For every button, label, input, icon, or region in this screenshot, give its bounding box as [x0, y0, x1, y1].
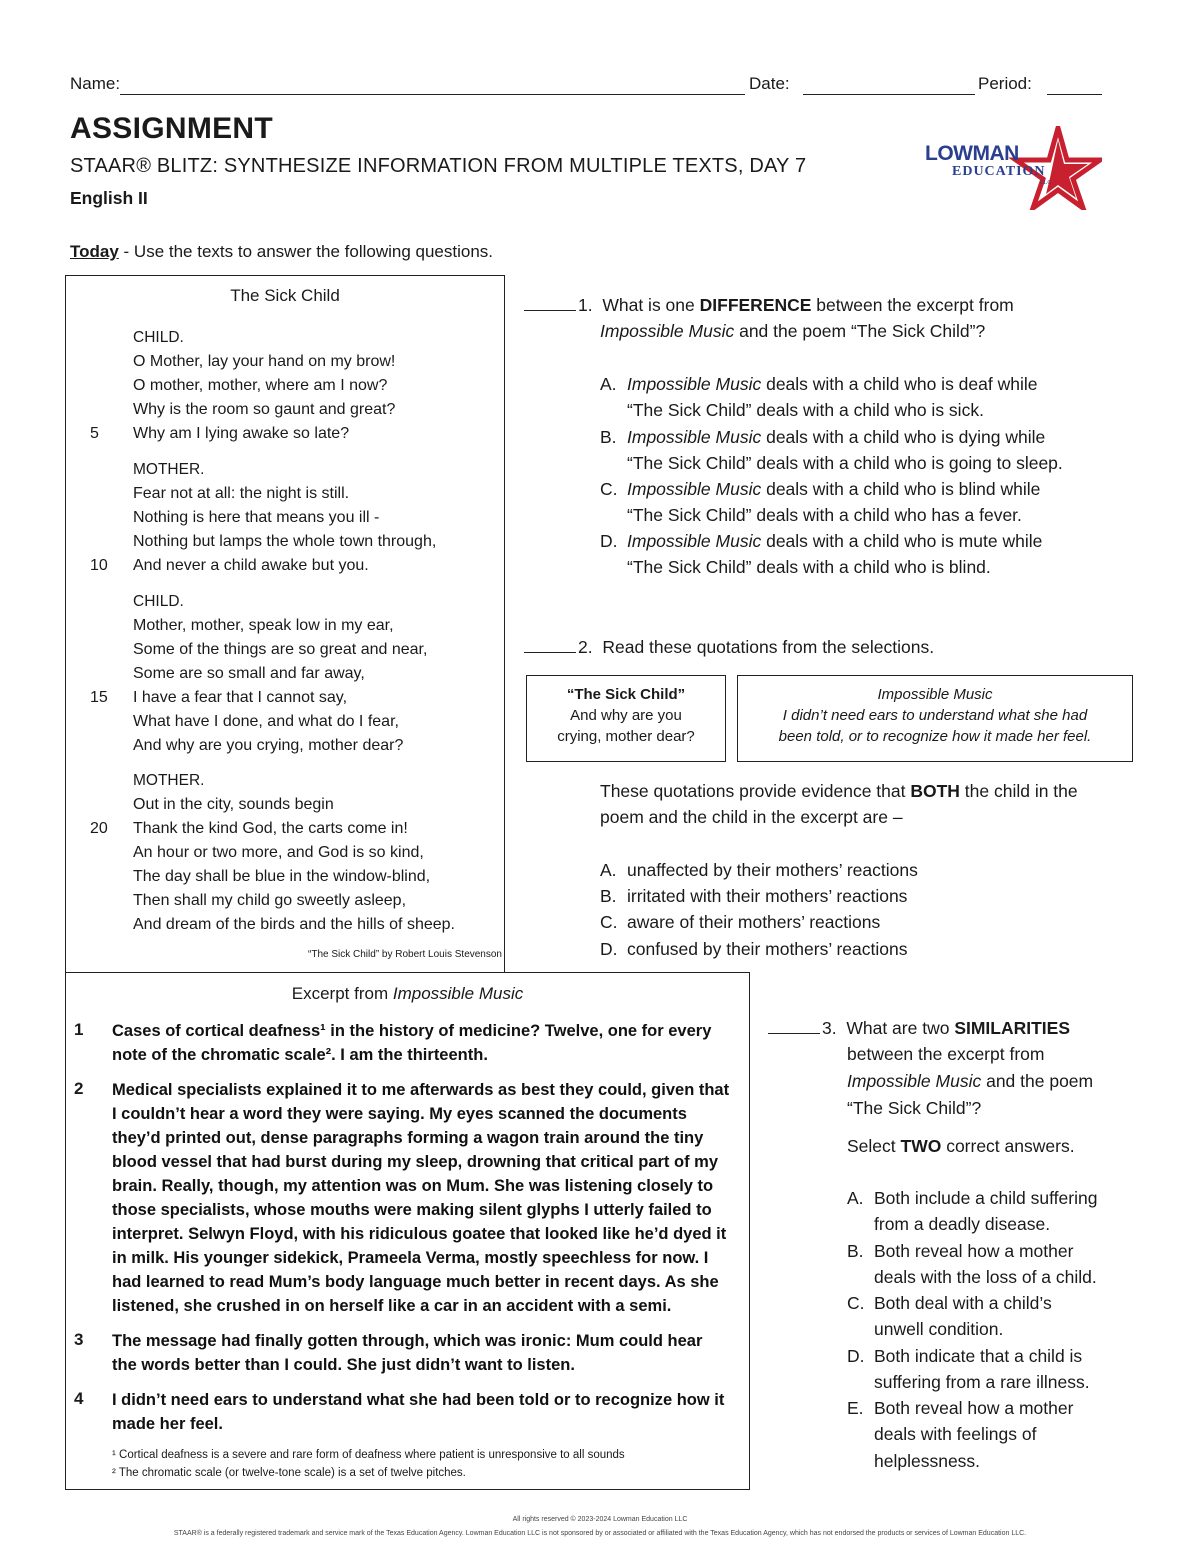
- option-line: Both reveal how a mother: [874, 1398, 1074, 1418]
- option-text: aware of their mothers’ reactions: [627, 912, 881, 932]
- select-keyword: TWO: [900, 1136, 942, 1156]
- poem-title: The Sick Child: [230, 286, 340, 305]
- question-stem: and the poem “The Sick Child”?: [734, 321, 986, 341]
- poem-line: I have a fear that I cannot say,: [133, 689, 348, 706]
- quote-line: been told, or to recognize how it made her feel.: [778, 728, 1092, 745]
- excerpt-line: brain. Really, though, my attention was on Mum. She was listening closely to: [112, 1177, 714, 1195]
- excerpt-line: made her feel.: [112, 1415, 223, 1433]
- option-letter: E.: [847, 1398, 864, 1418]
- poem-line: Some of the things are so great and near,: [133, 641, 428, 658]
- quote-box-impossible-music: [737, 675, 1133, 762]
- poem-line: Some are so small and far away,: [133, 665, 365, 682]
- q1-option-b[interactable]: [600, 424, 1160, 476]
- option-book: Impossible Music: [627, 479, 762, 499]
- excerpt-line: note of the chromatic scale². I am the thirteenth.: [112, 1046, 488, 1064]
- option-book: Impossible Music: [627, 427, 762, 447]
- q1-option-c[interactable]: [600, 476, 1160, 528]
- question-keyword: SIMILARITIES: [954, 1018, 1071, 1038]
- excerpt-line: The message had finally gotten through, which was ironic: Mum could hear: [112, 1332, 703, 1350]
- paragraph-number: 3: [74, 1330, 84, 1349]
- excerpt-line: had learned to read Mum’s body language much better in recent days. As she: [112, 1273, 719, 1291]
- course-name: English II: [70, 188, 148, 208]
- quote-line: crying, mother dear?: [557, 728, 695, 745]
- poem-line: Out in the city, sounds begin: [133, 796, 334, 813]
- question-stem: Read these quotations from the selections.: [602, 637, 935, 657]
- paragraph-number: 2: [74, 1079, 84, 1098]
- question-keyword: DIFFERENCE: [699, 295, 812, 315]
- footnote: ² The chromatic scale (or twelve-tone scale) is a set of twelve pitches.: [112, 1467, 466, 1479]
- option-letter: A.: [600, 374, 617, 394]
- option-line: [627, 528, 1042, 554]
- poem-line: CHILD.: [133, 593, 184, 610]
- line-number: 10: [90, 557, 108, 574]
- quote-line: I didn’t need ears to understand what she had: [782, 707, 1088, 724]
- logo-text-llc: LLC: [1040, 180, 1052, 186]
- option-letter: C.: [847, 1293, 865, 1313]
- option-book: Impossible Music: [627, 531, 762, 551]
- excerpt-line: blood vessel that had burst during my sleep, drowning that critical part of my: [112, 1153, 719, 1171]
- period-label: Period:: [978, 74, 1032, 93]
- option-text: irritated with their mothers’ reactions: [627, 886, 908, 906]
- option-text: confused by their mothers’ reactions: [627, 939, 908, 959]
- option-line: Both indicate that a child is: [874, 1346, 1083, 1366]
- poem-line: O Mother, lay your hand on my brow!: [133, 353, 396, 370]
- question-3: [768, 1015, 1168, 1156]
- option-line: Both include a child suffering: [874, 1188, 1098, 1208]
- poem-line: MOTHER.: [133, 772, 205, 789]
- option-letter: D.: [600, 939, 618, 959]
- poem-line: O mother, mother, where am I now?: [133, 377, 388, 394]
- poem-line: Nothing is here that means you ill -: [133, 509, 380, 526]
- quote-line: And why are you: [570, 707, 682, 724]
- poem-line: Nothing but lamps the whole town through,: [133, 533, 437, 550]
- line-number: 15: [90, 689, 108, 706]
- poem-line: CHILD.: [133, 329, 184, 346]
- poem-line: Then shall my child go sweetly asleep,: [133, 892, 407, 909]
- option-line: [627, 371, 1037, 397]
- option-letter: A.: [600, 860, 617, 880]
- poem-line: Why am I lying awake so late?: [133, 425, 350, 442]
- select-text: correct answers.: [941, 1136, 1075, 1156]
- excerpt-title: [66, 984, 749, 1004]
- prompt-text: poem and the child in the excerpt are –: [600, 807, 903, 827]
- question-stem: between the excerpt from: [847, 1044, 1045, 1064]
- poem-line: Mother, mother, speak low in my ear,: [133, 617, 394, 634]
- question-2: [524, 634, 1164, 660]
- excerpt-paragraph: [112, 1078, 742, 1318]
- option-line: “The Sick Child” deals with a child who has a fever.: [627, 505, 1022, 525]
- name-field[interactable]: [120, 94, 745, 95]
- option-line: [627, 424, 1045, 450]
- answer-blank[interactable]: [524, 293, 576, 311]
- option-letter: A.: [847, 1188, 864, 1208]
- assignment-subtitle: STAAR® BLITZ: SYNTHESIZE INFORMATION FROM MULTIPLE TEXTS, DAY 7: [70, 155, 807, 177]
- excerpt-line: I couldn’t hear a word they were saying. My eyes scanned the documents: [112, 1105, 687, 1123]
- prompt-text: These quotations provide evidence that: [600, 781, 911, 801]
- q3-option-d[interactable]: [847, 1343, 1167, 1395]
- question-book-title: Impossible Music: [600, 321, 735, 341]
- poem-line: The day shall be blue in the window-blind,: [133, 868, 431, 885]
- footnote: ¹ Cortical deafness is a severe and rare form of deafness where patient is unresponsive to all sounds: [112, 1449, 625, 1461]
- option-line: unwell condition.: [874, 1319, 1004, 1339]
- excerpt-line: they’d printed out, dense paragraphs forming a wagon train around the tiny: [112, 1129, 704, 1147]
- option-line: deals with feelings of: [874, 1424, 1037, 1444]
- option-text: deals with a child who is blind while: [761, 479, 1041, 499]
- poem-line: MOTHER.: [133, 461, 205, 478]
- quote-title: “The Sick Child”: [566, 686, 686, 703]
- name-label: Name:: [70, 74, 121, 93]
- option-letter: C.: [600, 912, 618, 932]
- q3-option-b[interactable]: [847, 1238, 1167, 1290]
- option-letter: B.: [600, 886, 617, 906]
- option-text: deals with a child who is deaf while: [761, 374, 1038, 394]
- copyright-footer: All rights reserved © 2023-2024 Lowman Education LLC: [512, 1516, 688, 1523]
- q2-option-c[interactable]: [600, 909, 1160, 935]
- question-number: 2.: [578, 637, 593, 657]
- option-text: unaffected by their mothers’ reactions: [627, 860, 918, 880]
- excerpt-title-book: Impossible Music: [392, 984, 524, 1003]
- excerpt-box: [65, 972, 750, 1490]
- question-stem: between the excerpt from: [811, 295, 1014, 315]
- today-label: Today: [70, 242, 119, 261]
- logo-text-education: EDUCATION: [952, 164, 1046, 179]
- excerpt-line: those specialists, whose mouths were making silent glyphs I utterly failed to: [112, 1201, 712, 1219]
- prompt-text: the child in the: [959, 781, 1078, 801]
- q1-option-a[interactable]: [600, 371, 1160, 423]
- line-number: 5: [90, 425, 99, 442]
- q2-option-a[interactable]: [600, 857, 1160, 883]
- excerpt-title-prefix: Excerpt from: [291, 984, 393, 1003]
- date-label: Date:: [749, 74, 790, 93]
- q2-option-d[interactable]: [600, 936, 1160, 962]
- poem-line: And never a child awake but you.: [133, 557, 369, 574]
- question-stem: What are two: [846, 1018, 955, 1038]
- line-number: 20: [90, 820, 108, 837]
- question-stem: and the poem: [981, 1071, 1094, 1091]
- excerpt-line: in milk. His younger sidekick, Prameela Verma, mostly speechless for now. I: [112, 1249, 709, 1267]
- poem-credit: “The Sick Child” by Robert Louis Stevenson: [308, 949, 502, 960]
- option-line: “The Sick Child” deals with a child who is sick.: [627, 400, 984, 420]
- option-line: from a deadly disease.: [874, 1214, 1051, 1234]
- poem-box: [65, 275, 505, 973]
- q3-option-c[interactable]: [847, 1290, 1167, 1342]
- quote-title: Impossible Music: [877, 686, 993, 703]
- option-letter: B.: [847, 1241, 864, 1261]
- q3-option-e[interactable]: [847, 1395, 1167, 1473]
- option-line: helplessness.: [874, 1451, 981, 1471]
- excerpt-line: I didn’t need ears to understand what she had been told or to recognize how it: [112, 1391, 725, 1409]
- q1-option-d[interactable]: [600, 528, 1160, 580]
- excerpt-line: Medical specialists explained it to me afterwards as best they could, given that: [112, 1081, 730, 1099]
- date-field[interactable]: [803, 94, 975, 95]
- answer-blank[interactable]: [524, 635, 576, 653]
- poem-line: Why is the room so gaunt and great?: [133, 401, 396, 418]
- question-stem: What is one: [602, 295, 700, 315]
- poem-line: Thank the kind God, the carts come in!: [133, 820, 408, 837]
- excerpt-paragraph: [112, 1388, 742, 1436]
- option-book: Impossible Music: [627, 374, 762, 394]
- q2-option-b[interactable]: [600, 883, 1160, 909]
- poem-line: What have I done, and what do I fear,: [133, 713, 399, 730]
- question-number: 1.: [578, 295, 593, 315]
- instructions-text: - Use the texts to answer the following questions.: [118, 242, 494, 261]
- poem-line: And why are you crying, mother dear?: [133, 737, 404, 754]
- poem-line: Fear not at all: the night is still.: [133, 485, 350, 502]
- q3-option-a[interactable]: [847, 1185, 1167, 1237]
- answer-blank[interactable]: [768, 1016, 820, 1034]
- instructions: [70, 242, 493, 262]
- select-text: Select: [847, 1136, 901, 1156]
- excerpt-line: interpret. Selwyn Floyd, with his ridiculous goatee that looked like he’d dyed it: [112, 1225, 727, 1243]
- option-line: “The Sick Child” deals with a child who is going to sleep.: [627, 453, 1063, 473]
- option-line: [627, 476, 1040, 502]
- option-letter: D.: [600, 531, 618, 551]
- student-info-line: [70, 74, 1110, 98]
- excerpt-paragraph: [112, 1329, 742, 1377]
- option-line: Both deal with a child’s: [874, 1293, 1052, 1313]
- paragraph-number: 1: [74, 1020, 84, 1039]
- option-letter: B.: [600, 427, 617, 447]
- poem-line: An hour or two more, and God is so kind,: [133, 844, 424, 861]
- trademark-footer: STAAR® is a federally registered trademark and service mark of the Texas Education Agency. Lowman Education LLC is not sponsored by or associated or affiliated with the Texas Education Agency, which has not endorsed the products or services of Lowman Education LLC.: [173, 1530, 1027, 1537]
- option-line: suffering from a rare illness.: [874, 1372, 1090, 1392]
- question-book-title: Impossible Music: [847, 1071, 982, 1091]
- option-text: deals with a child who is mute while: [761, 531, 1043, 551]
- excerpt-line: listened, she crushed in on herself like a car in an accident with a semi.: [112, 1297, 672, 1315]
- option-line: “The Sick Child” deals with a child who is blind.: [627, 557, 991, 577]
- question-stem: “The Sick Child”?: [847, 1098, 982, 1118]
- question-2-prompt: [600, 778, 1160, 830]
- excerpt-line: Cases of cortical deafness¹ in the history of medicine? Twelve, one for every: [112, 1022, 712, 1040]
- option-letter: D.: [847, 1346, 865, 1366]
- option-line: deals with the loss of a child.: [874, 1267, 1097, 1287]
- paragraph-number: 4: [74, 1389, 84, 1408]
- poem-line: And dream of the birds and the hills of sheep.: [133, 916, 455, 933]
- excerpt-paragraph: [112, 1019, 742, 1067]
- option-text: deals with a child who is dying while: [761, 427, 1046, 447]
- option-letter: C.: [600, 479, 618, 499]
- period-field[interactable]: [1047, 94, 1102, 95]
- excerpt-line: the words better than I could. She just didn’t want to listen.: [112, 1356, 575, 1374]
- prompt-keyword: BOTH: [910, 781, 960, 801]
- lowman-education-logo: [922, 126, 1102, 210]
- page-title: ASSIGNMENT: [70, 112, 274, 145]
- question-number: 3.: [822, 1018, 837, 1038]
- quote-box-sick-child: [526, 675, 726, 762]
- logo-text-lowman: LOWMAN: [925, 142, 1019, 165]
- option-line: Both reveal how a mother: [874, 1241, 1074, 1261]
